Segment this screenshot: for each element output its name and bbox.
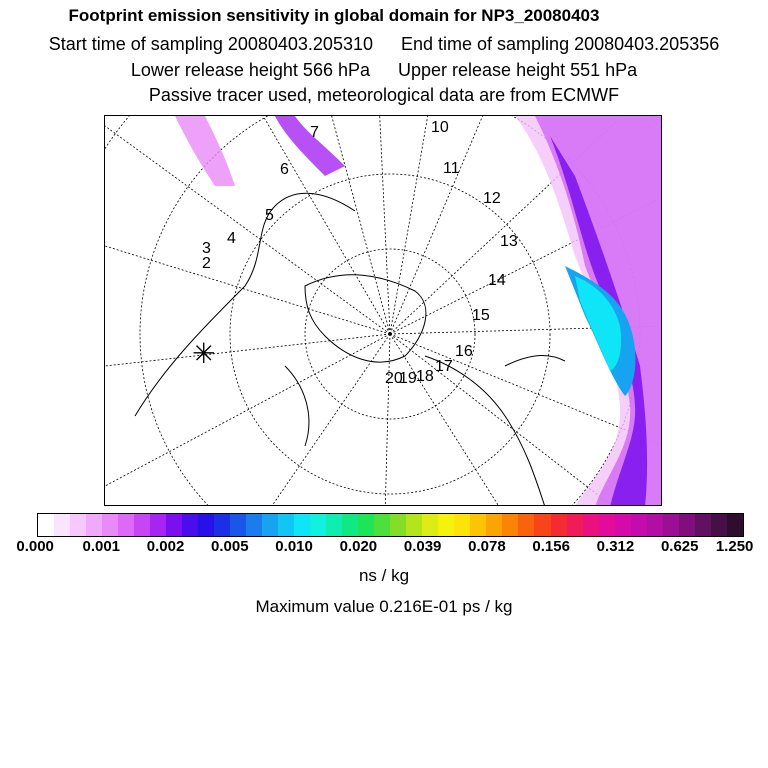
trajectory-marker: 20 <box>385 370 403 387</box>
release-heights <box>0 60 768 81</box>
sensitivity-plume <box>175 116 662 506</box>
sampling-start: Start time of sampling 20080403.205310 <box>48 34 373 54</box>
colorbar-segment <box>278 514 294 536</box>
colorbar-tick-label: 0.010 <box>275 538 313 555</box>
colorbar-tick-label: 1.250 <box>715 538 754 555</box>
tracer-note: Passive tracer used, meteorological data are from ECMWF <box>148 85 620 105</box>
trajectory-marker: 15 <box>472 307 490 324</box>
release-upper: Upper release height 551 hPa <box>398 60 638 80</box>
colorbar-tick-label: 0.039 <box>403 538 442 555</box>
colorbar-segment <box>551 514 567 536</box>
release-lower: Lower release height 566 hPa <box>130 60 370 80</box>
colorbar-segment <box>214 514 230 536</box>
colorbar-segment <box>583 514 599 536</box>
colorbar-segment <box>406 514 422 536</box>
colorbar-segment <box>727 514 743 536</box>
trajectory-marker: 2 <box>202 255 211 272</box>
colorbar-segment <box>486 514 502 536</box>
colorbar-segment <box>262 514 278 536</box>
trajectory-marker: 16 <box>455 343 473 360</box>
colorbar-segment <box>502 514 518 536</box>
sampling-times <box>0 34 768 55</box>
colorbar-segment <box>534 514 550 536</box>
colorbar-tick-label: 0.156 <box>532 538 570 555</box>
colorbar-segment <box>470 514 486 536</box>
colorbar-segment <box>342 514 358 536</box>
colorbar-tick-label: 0.078 <box>468 538 506 555</box>
colorbar-segment <box>166 514 182 536</box>
colorbar-tick-label: 0.005 <box>211 538 249 555</box>
colorbar-segment <box>102 514 118 536</box>
colorbar-segment <box>631 514 647 536</box>
colorbar-segment <box>54 514 70 536</box>
trajectory-marker: 19 <box>399 370 417 387</box>
trajectory-marker: 6 <box>280 161 289 178</box>
release-location-star-icon: ✳ <box>192 338 216 369</box>
colorbar-segment <box>438 514 454 536</box>
colorbar-tick-label: 0.000 <box>16 538 54 555</box>
colorbar-tick-label: 0.312 <box>596 538 635 555</box>
colorbar-tick-label: 0.020 <box>339 538 378 555</box>
trajectory-marker: 5 <box>265 207 274 224</box>
trajectory-marker: 7 <box>310 124 319 141</box>
colorbar-segment <box>390 514 406 536</box>
trajectory-marker: 11 <box>443 160 460 177</box>
trajectory-marker: 10 <box>431 119 449 136</box>
colorbar-segment <box>358 514 374 536</box>
colorbar-segment <box>711 514 727 536</box>
colorbar-segment <box>567 514 583 536</box>
colorbar-segment <box>310 514 326 536</box>
colorbar-segment <box>134 514 150 536</box>
colorbar-unit: ns / kg <box>358 566 410 585</box>
colorbar-segment <box>150 514 166 536</box>
colorbar-segment <box>518 514 534 536</box>
colorbar-segment <box>86 514 102 536</box>
polar-map <box>104 115 662 506</box>
plot-title: Footprint emission sensitivity in global domain for NP3_20080403 <box>68 6 600 25</box>
colorbar-segment <box>230 514 246 536</box>
colorbar-segment <box>374 514 390 536</box>
colorbar-segment <box>70 514 86 536</box>
colorbar-segment <box>695 514 711 536</box>
maximum-value: Maximum value 0.216E-01 ps / kg <box>255 597 513 616</box>
colorbar-segment <box>182 514 198 536</box>
trajectory-marker: 17 <box>435 358 453 375</box>
trajectory-marker: 14 <box>488 272 506 289</box>
colorbar-segment <box>615 514 631 536</box>
colorbar-segment <box>679 514 695 536</box>
colorbar-segment <box>246 514 262 536</box>
colorbar-segment <box>38 514 54 536</box>
colorbar-segment <box>599 514 615 536</box>
colorbar-segment <box>422 514 438 536</box>
trajectory-marker: 3 <box>202 240 211 257</box>
trajectory-marker: 4 <box>227 230 236 247</box>
colorbar-tick-label: 0.625 <box>660 538 699 555</box>
map-graticule <box>105 116 662 506</box>
sampling-end: End time of sampling 20080403.205356 <box>401 34 720 54</box>
colorbar-segment <box>294 514 310 536</box>
trajectory-marker: 12 <box>483 190 501 207</box>
trajectory-marker: 18 <box>416 368 434 385</box>
colorbar-tick-label: 0.001 <box>82 538 121 555</box>
colorbar <box>37 513 744 537</box>
colorbar-segment <box>198 514 214 536</box>
colorbar-tick-label: 0.002 <box>146 538 185 555</box>
colorbar-segment <box>454 514 470 536</box>
colorbar-segment <box>118 514 134 536</box>
trajectory-marker: 13 <box>500 233 518 250</box>
colorbar-segment <box>663 514 679 536</box>
colorbar-segment <box>647 514 663 536</box>
colorbar-segment <box>326 514 342 536</box>
